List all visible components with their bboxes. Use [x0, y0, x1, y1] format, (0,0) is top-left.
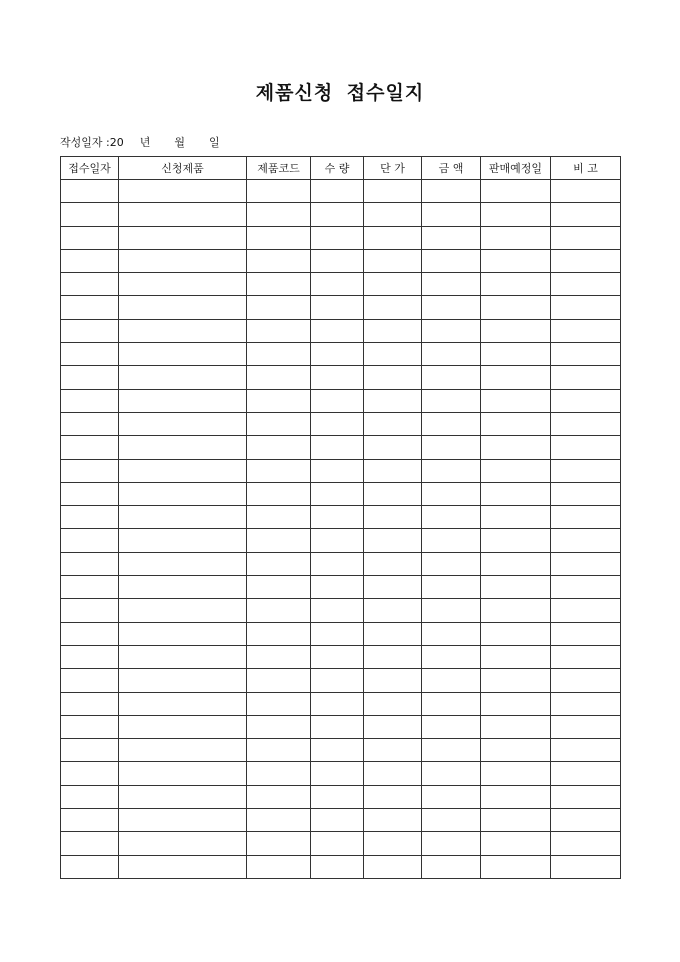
table-cell[interactable]: [247, 343, 311, 366]
table-cell[interactable]: [481, 389, 551, 412]
table-cell[interactable]: [422, 412, 481, 435]
table-cell[interactable]: [551, 389, 621, 412]
table-row: [61, 762, 621, 785]
table-cell[interactable]: [422, 459, 481, 482]
table-cell[interactable]: [119, 645, 247, 668]
table-cell[interactable]: [364, 366, 422, 389]
table-cell[interactable]: [364, 273, 422, 296]
table-cell[interactable]: [311, 482, 364, 505]
table-cell[interactable]: [551, 739, 621, 762]
table-cell[interactable]: [551, 809, 621, 832]
table-cell[interactable]: [422, 529, 481, 552]
table-cell[interactable]: [364, 249, 422, 272]
table-cell[interactable]: [119, 226, 247, 249]
table-cell[interactable]: [422, 599, 481, 622]
table-cell[interactable]: [247, 809, 311, 832]
month-unit: 월: [174, 136, 185, 149]
table-cell[interactable]: [551, 645, 621, 668]
table-cell[interactable]: [422, 203, 481, 226]
table-cell[interactable]: [422, 762, 481, 785]
table-cell[interactable]: [247, 599, 311, 622]
table-cell[interactable]: [247, 366, 311, 389]
table-cell[interactable]: [481, 809, 551, 832]
table-cell[interactable]: [551, 180, 621, 203]
table-cell[interactable]: [311, 645, 364, 668]
table-cell[interactable]: [481, 180, 551, 203]
table-cell[interactable]: [61, 809, 119, 832]
table-cell[interactable]: [119, 389, 247, 412]
table-cell[interactable]: [311, 249, 364, 272]
table-row: [61, 622, 621, 645]
table-cell[interactable]: [247, 436, 311, 459]
table-cell[interactable]: [422, 576, 481, 599]
table-cell[interactable]: [61, 599, 119, 622]
table-cell[interactable]: [481, 669, 551, 692]
year-unit: 년: [139, 136, 151, 149]
table-cell[interactable]: [364, 226, 422, 249]
table-cell[interactable]: [364, 203, 422, 226]
table-cell[interactable]: [551, 249, 621, 272]
table-cell[interactable]: [119, 273, 247, 296]
table-cell[interactable]: [551, 203, 621, 226]
table-cell[interactable]: [119, 622, 247, 645]
header-amount: 금 액: [422, 157, 481, 180]
table-cell[interactable]: [311, 832, 364, 855]
table-cell[interactable]: [247, 552, 311, 575]
table-cell[interactable]: [364, 692, 422, 715]
table-cell[interactable]: [481, 436, 551, 459]
table-cell[interactable]: [364, 715, 422, 738]
table-cell[interactable]: [311, 739, 364, 762]
table-cell[interactable]: [422, 366, 481, 389]
table-cell[interactable]: [422, 809, 481, 832]
table-cell[interactable]: [119, 762, 247, 785]
table-cell[interactable]: [311, 180, 364, 203]
header-product-code: 제품코드: [247, 157, 311, 180]
table-cell[interactable]: [551, 226, 621, 249]
table-cell[interactable]: [311, 436, 364, 459]
table-row: [61, 203, 621, 226]
table-cell[interactable]: [61, 645, 119, 668]
table-cell[interactable]: [551, 552, 621, 575]
table-cell[interactable]: [551, 832, 621, 855]
header-planned-sale-date: 판매예정일: [481, 157, 551, 180]
table-cell[interactable]: [311, 506, 364, 529]
table-cell[interactable]: [311, 622, 364, 645]
table-cell[interactable]: [364, 762, 422, 785]
table-row: [61, 832, 621, 855]
table-cell[interactable]: [119, 249, 247, 272]
table-cell[interactable]: [119, 506, 247, 529]
table-cell[interactable]: [247, 412, 311, 435]
table-cell[interactable]: [247, 739, 311, 762]
table-cell[interactable]: [119, 715, 247, 738]
table-cell[interactable]: [119, 576, 247, 599]
table-cell[interactable]: [481, 343, 551, 366]
table-row: [61, 669, 621, 692]
table-cell[interactable]: [364, 809, 422, 832]
table-cell[interactable]: [61, 739, 119, 762]
table-cell[interactable]: [61, 832, 119, 855]
table-cell[interactable]: [247, 692, 311, 715]
table-cell[interactable]: [61, 319, 119, 342]
table-row: [61, 249, 621, 272]
table-cell[interactable]: [364, 622, 422, 645]
table-cell[interactable]: [551, 692, 621, 715]
table-row: [61, 506, 621, 529]
table-cell[interactable]: [119, 809, 247, 832]
table-cell[interactable]: [119, 529, 247, 552]
table-cell[interactable]: [481, 552, 551, 575]
table-cell[interactable]: [61, 366, 119, 389]
table-cell[interactable]: [311, 343, 364, 366]
table-cell[interactable]: [422, 180, 481, 203]
day-unit: 일: [209, 136, 220, 149]
table-cell[interactable]: [551, 669, 621, 692]
table-cell[interactable]: [61, 436, 119, 459]
table-cell[interactable]: [247, 389, 311, 412]
date-label: 작성일자 :: [60, 136, 110, 149]
table-cell[interactable]: [311, 389, 364, 412]
table-cell[interactable]: [422, 552, 481, 575]
receipt-log-table: [60, 156, 621, 879]
table-cell[interactable]: [119, 692, 247, 715]
table-cell[interactable]: [311, 203, 364, 226]
table-cell[interactable]: [422, 832, 481, 855]
table-cell[interactable]: [364, 669, 422, 692]
table-cell[interactable]: [311, 809, 364, 832]
table-row: [61, 739, 621, 762]
table-cell[interactable]: [311, 762, 364, 785]
table-cell[interactable]: [61, 855, 119, 878]
table-row: [61, 459, 621, 482]
table-cell[interactable]: [119, 785, 247, 808]
table-cell[interactable]: [481, 715, 551, 738]
table-cell[interactable]: [61, 622, 119, 645]
table-cell[interactable]: [481, 692, 551, 715]
table-cell[interactable]: [61, 506, 119, 529]
table-cell[interactable]: [551, 459, 621, 482]
table-cell[interactable]: [311, 785, 364, 808]
table-cell[interactable]: [481, 273, 551, 296]
table-row: [61, 412, 621, 435]
table-cell[interactable]: [247, 226, 311, 249]
table-cell[interactable]: [422, 273, 481, 296]
table-cell[interactable]: [119, 296, 247, 319]
table-cell[interactable]: [551, 296, 621, 319]
table-cell[interactable]: [551, 576, 621, 599]
table-cell[interactable]: [422, 343, 481, 366]
table-cell[interactable]: [119, 832, 247, 855]
table-cell[interactable]: [61, 529, 119, 552]
table-row: [61, 576, 621, 599]
table-cell[interactable]: [61, 343, 119, 366]
table-cell[interactable]: [119, 599, 247, 622]
table-cell[interactable]: [364, 180, 422, 203]
table-cell[interactable]: [551, 762, 621, 785]
table-row: [61, 366, 621, 389]
table-cell[interactable]: [119, 203, 247, 226]
table-cell[interactable]: [247, 622, 311, 645]
table-cell[interactable]: [551, 715, 621, 738]
table-cell[interactable]: [481, 459, 551, 482]
table-row: [61, 692, 621, 715]
table-cell[interactable]: [364, 832, 422, 855]
table-cell[interactable]: [364, 412, 422, 435]
table-cell[interactable]: [311, 529, 364, 552]
table-cell[interactable]: [311, 273, 364, 296]
table-row: [61, 343, 621, 366]
table-cell[interactable]: [61, 715, 119, 738]
table-cell[interactable]: [311, 692, 364, 715]
date-line: [60, 134, 220, 150]
table-cell[interactable]: [119, 552, 247, 575]
document-title: 제품신청 접수일지: [255, 82, 425, 104]
table-cell[interactable]: [364, 739, 422, 762]
table-cell[interactable]: [551, 529, 621, 552]
table-cell[interactable]: [481, 599, 551, 622]
table-cell[interactable]: [61, 692, 119, 715]
table-cell[interactable]: [311, 855, 364, 878]
table-cell[interactable]: [422, 389, 481, 412]
table-cell[interactable]: [61, 389, 119, 412]
table-row: [61, 715, 621, 738]
table-cell[interactable]: [481, 249, 551, 272]
table-cell[interactable]: [61, 296, 119, 319]
table-cell[interactable]: [311, 669, 364, 692]
header-product: 신청제품: [119, 157, 247, 180]
table-cell[interactable]: [422, 669, 481, 692]
table-cell[interactable]: [119, 319, 247, 342]
table-cell[interactable]: [551, 366, 621, 389]
table-cell[interactable]: [311, 459, 364, 482]
table-cell[interactable]: [422, 319, 481, 342]
table-cell[interactable]: [481, 762, 551, 785]
table-cell[interactable]: [422, 785, 481, 808]
table-cell[interactable]: [61, 226, 119, 249]
header-remarks: 비 고: [551, 157, 621, 180]
table-cell[interactable]: [247, 645, 311, 668]
table-cell[interactable]: [422, 645, 481, 668]
table-cell[interactable]: [247, 482, 311, 505]
table-cell[interactable]: [551, 599, 621, 622]
table-cell[interactable]: [247, 762, 311, 785]
table-cell[interactable]: [551, 785, 621, 808]
table-cell[interactable]: [61, 576, 119, 599]
table-cell[interactable]: [364, 343, 422, 366]
table-cell[interactable]: [481, 576, 551, 599]
table-cell[interactable]: [119, 739, 247, 762]
table-cell[interactable]: [551, 436, 621, 459]
table-cell[interactable]: [311, 412, 364, 435]
table-cell[interactable]: [119, 343, 247, 366]
table-cell[interactable]: [364, 506, 422, 529]
table-cell[interactable]: [422, 692, 481, 715]
table-cell[interactable]: [311, 319, 364, 342]
table-cell[interactable]: [551, 506, 621, 529]
table-cell[interactable]: [119, 412, 247, 435]
table-cell[interactable]: [247, 249, 311, 272]
table-cell[interactable]: [481, 739, 551, 762]
table-row: [61, 645, 621, 668]
table-cell[interactable]: [311, 226, 364, 249]
table-cell[interactable]: [551, 412, 621, 435]
table-row: [61, 599, 621, 622]
table-row: [61, 809, 621, 832]
table-cell[interactable]: [422, 249, 481, 272]
table-cell[interactable]: [247, 576, 311, 599]
table-cell[interactable]: [364, 576, 422, 599]
table-cell[interactable]: [119, 366, 247, 389]
table-cell[interactable]: [119, 180, 247, 203]
table-row: [61, 785, 621, 808]
table-cell[interactable]: [422, 715, 481, 738]
table-cell[interactable]: [551, 273, 621, 296]
table-cell[interactable]: [119, 669, 247, 692]
table-cell[interactable]: [422, 436, 481, 459]
table-cell[interactable]: [481, 506, 551, 529]
table-cell[interactable]: [247, 832, 311, 855]
table-cell[interactable]: [61, 249, 119, 272]
table-cell[interactable]: [364, 319, 422, 342]
table-cell[interactable]: [247, 319, 311, 342]
table-cell[interactable]: [364, 785, 422, 808]
table-cell[interactable]: [311, 366, 364, 389]
table-cell[interactable]: [61, 180, 119, 203]
header-unit-price: 단 가: [364, 157, 422, 180]
table-cell[interactable]: [364, 482, 422, 505]
table-cell[interactable]: [551, 622, 621, 645]
table-cell[interactable]: [481, 645, 551, 668]
header-receipt-date: 접수일자: [61, 157, 119, 180]
table-body: [61, 180, 621, 879]
table-cell[interactable]: [422, 855, 481, 878]
table-cell[interactable]: [119, 436, 247, 459]
table-cell[interactable]: [481, 226, 551, 249]
table-cell[interactable]: [481, 785, 551, 808]
table-cell[interactable]: [364, 599, 422, 622]
table-cell[interactable]: [364, 529, 422, 552]
table-cell[interactable]: [247, 203, 311, 226]
table-cell[interactable]: [119, 855, 247, 878]
table-cell[interactable]: [481, 832, 551, 855]
table-row: [61, 436, 621, 459]
table-cell[interactable]: [311, 715, 364, 738]
table-cell[interactable]: [364, 645, 422, 668]
table-cell[interactable]: [311, 576, 364, 599]
table-cell[interactable]: [364, 296, 422, 319]
table-cell[interactable]: [481, 366, 551, 389]
table-cell[interactable]: [364, 855, 422, 878]
table-cell[interactable]: [61, 552, 119, 575]
table-cell[interactable]: [247, 785, 311, 808]
table-cell[interactable]: [551, 343, 621, 366]
table-cell[interactable]: [247, 273, 311, 296]
table-cell[interactable]: [247, 715, 311, 738]
table-cell[interactable]: [422, 622, 481, 645]
table-cell[interactable]: [364, 552, 422, 575]
table-cell[interactable]: [61, 459, 119, 482]
table-cell[interactable]: [481, 412, 551, 435]
header-quantity: 수 량: [311, 157, 364, 180]
table-row: [61, 389, 621, 412]
header-row: [61, 157, 621, 180]
table-cell[interactable]: [247, 855, 311, 878]
table-cell[interactable]: [481, 529, 551, 552]
table-row: [61, 319, 621, 342]
table-cell[interactable]: [364, 459, 422, 482]
table-cell[interactable]: [247, 669, 311, 692]
table-row: [61, 855, 621, 878]
table-cell[interactable]: [119, 459, 247, 482]
table-row: [61, 529, 621, 552]
table-cell[interactable]: [311, 296, 364, 319]
table-cell[interactable]: [481, 622, 551, 645]
table-cell[interactable]: [247, 180, 311, 203]
table-cell[interactable]: [61, 203, 119, 226]
table-row: [61, 552, 621, 575]
table-row: [61, 226, 621, 249]
table-cell[interactable]: [61, 762, 119, 785]
table-cell[interactable]: [364, 436, 422, 459]
table-cell[interactable]: [481, 319, 551, 342]
table-cell[interactable]: [119, 482, 247, 505]
table-cell[interactable]: [61, 785, 119, 808]
table-cell[interactable]: [422, 226, 481, 249]
table-cell[interactable]: [422, 739, 481, 762]
table-cell[interactable]: [422, 296, 481, 319]
table-cell[interactable]: [551, 319, 621, 342]
table-cell[interactable]: [247, 296, 311, 319]
table-cell[interactable]: [247, 529, 311, 552]
table-row: [61, 482, 621, 505]
table-cell[interactable]: [61, 669, 119, 692]
table-cell[interactable]: [61, 273, 119, 296]
year-prefix: 20: [109, 136, 124, 149]
table-cell[interactable]: [247, 506, 311, 529]
table-cell[interactable]: [551, 855, 621, 878]
table-row: [61, 180, 621, 203]
table-cell[interactable]: [364, 389, 422, 412]
table-cell[interactable]: [481, 855, 551, 878]
table-cell[interactable]: [61, 482, 119, 505]
table-cell[interactable]: [481, 296, 551, 319]
table-cell[interactable]: [551, 482, 621, 505]
table-cell[interactable]: [247, 459, 311, 482]
table-cell[interactable]: [481, 482, 551, 505]
table-cell[interactable]: [61, 412, 119, 435]
table-row: [61, 296, 621, 319]
table-cell[interactable]: [422, 506, 481, 529]
table-cell[interactable]: [311, 552, 364, 575]
table-cell[interactable]: [422, 482, 481, 505]
table-cell[interactable]: [311, 599, 364, 622]
table-cell[interactable]: [481, 203, 551, 226]
table-row: [61, 273, 621, 296]
